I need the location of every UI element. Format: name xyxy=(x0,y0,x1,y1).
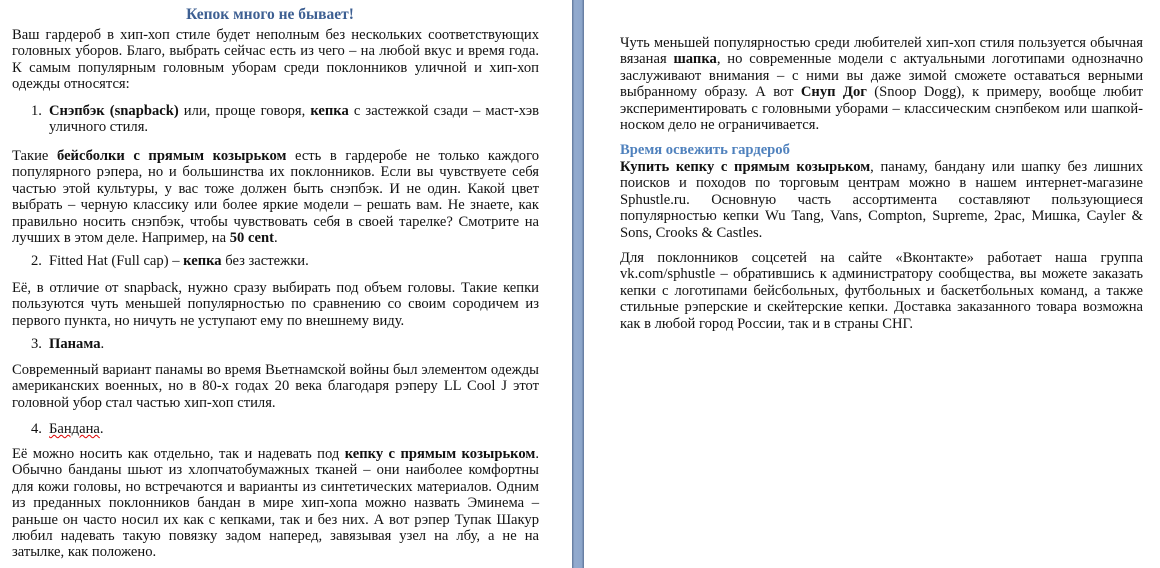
text: Чуть меньшей популярностью среди любителей хип-хоп стиля пользуется обычная вязаная xyxy=(620,35,1143,68)
list-number: 4. xyxy=(31,421,42,437)
list-item-bandana xyxy=(12,421,539,437)
text: есть в гардеробе не только каждого популярного рэпера, но и большинства их поклонников. Если вы чувствуете себя частью этой культуры, у вас тоже должен быть снэпбэк. И не один. Какой цвет выбрать – черную классику или более яркие модели – решать вам. Не знаете, как правильно носить снэпбэк, чтобы чувствовать себя в своей тарелке? Смотрите на лучших в этом деле. Например, на xyxy=(12,148,539,247)
bold-text: Снэпбэк (snapback) xyxy=(49,103,179,119)
text: , панаму, бандану или шапку без лишних поисков и походов по торговым центрам можно в нашем интернет-магазине Sphustle.ru. Основную часть ассортимента составляют пользующиеся популярностью кепки Wu Tang, Vans, Compton, Supreme, 2pac, Мишка, Cayler & Sons, Crooks & Castles. xyxy=(620,159,1143,241)
page-divider xyxy=(572,0,584,568)
text: Fitted Hat (Full cap) – xyxy=(49,253,184,269)
text: Её можно носить как отдельно, так и надевать под xyxy=(12,446,345,462)
text: , но современные модели с актуальными логотипами однозначно заслуживают внимания – с ними вы даже зимой сможете оставаться верными выбранному образу. А вот xyxy=(620,51,1143,101)
text: . xyxy=(273,230,278,247)
bold-text: Снуп Дог xyxy=(800,84,867,101)
fitted-hat-paragraph: Её, в отличие от snapback, нужно сразу выбирать под объем головы. Такие кепки пользуются чуть меньшей популярностью по сравнению со своим сородичем из первого пункта, но ничуть не уступают ему по внешнему виду. xyxy=(12,280,539,329)
text: (Snoop Dogg), к примеру, вообще любит экспериментировать с головными уборами – классическим снэпбеком или шапкой-носком дело не ограничивается. xyxy=(620,84,1143,134)
page-title: Кепок много не бывает! xyxy=(186,6,354,23)
document-page-2 xyxy=(584,0,1160,568)
list-item-fitted-hat xyxy=(12,253,539,269)
list-item-panama xyxy=(12,336,539,352)
text: . Обычно банданы шьют из хлопчатобумажных тканей – они наиболее комфортны для кожи головы, но встречаются и варианты из синтетических материалов. Одним из преданных поклонников бандан в мире хип-хопа можно назвать Эминема – раньше он часто носил их как с кепками, так и без них. А вот рэпер Тупак Шакур любил надевать такую повязку задом наперед, завязывая узел на лбу, а не на затылке, как положено. xyxy=(12,446,539,561)
list-number: 3. xyxy=(31,336,42,352)
list-item-snapback xyxy=(12,103,539,136)
shop-paragraph xyxy=(620,159,1143,241)
text: без застежки. xyxy=(221,253,309,269)
text: или, проще говоря, xyxy=(178,103,311,119)
text: с застежкой сзади – маст-хэв уличного стиля. xyxy=(49,103,539,136)
bold-text: 50 cent xyxy=(229,230,274,247)
misspelled-word[interactable]: Бандана xyxy=(49,421,100,437)
list-number: 1. xyxy=(31,103,42,119)
bandana-paragraph xyxy=(12,446,539,561)
vk-paragraph: Для поклонников соцсетей на сайте «Вконтакте» работает наша группа vk.com/sphustle – обратившись к администратору сообщества, вы можете заказать кепки с логотипами бейсбольных, футбольных и баскетбольных команд, а также стильные рэперские и скейтерские кепки. Доставка заказанного товара возможна как в любой город России, так и в страны СНГ. xyxy=(620,250,1143,332)
text: . xyxy=(99,421,104,437)
text: . xyxy=(100,336,105,352)
beanie-paragraph xyxy=(620,35,1143,133)
section-heading: Время освежить гардероб xyxy=(620,142,790,158)
list-number: 2. xyxy=(31,253,42,269)
bold-text: кепка xyxy=(183,253,222,269)
document-page-1 xyxy=(0,0,572,568)
text: Такие xyxy=(12,148,57,164)
bold-text: Купить кепку с прямым козырьком xyxy=(620,159,871,175)
bold-text: кепка xyxy=(310,103,349,119)
panama-paragraph: Современный вариант панамы во время Вьетнамской войны был элементом одежды американских военных, но в 80-х годах 20 века благодаря рэперу LL Cool J этот головной убор стал частью хип-хоп стиля. xyxy=(12,362,539,411)
bold-text: шапка xyxy=(673,51,717,68)
intro-paragraph: Ваш гардероб в хип-хоп стиле будет неполным без нескольких соответствующих головных уборов. Благо, выбрать сейчас есть из чего – на любой вкус и время года. К самым популярным головным уборам среди поклонников уличной и хип-хоп одежды относятся: xyxy=(12,27,539,93)
snapback-paragraph xyxy=(12,148,539,246)
bold-text: бейсболки с прямым козырьком xyxy=(56,148,287,164)
bold-text: кепку с прямым козырьком xyxy=(344,446,536,462)
bold-text: Панама xyxy=(49,336,101,352)
